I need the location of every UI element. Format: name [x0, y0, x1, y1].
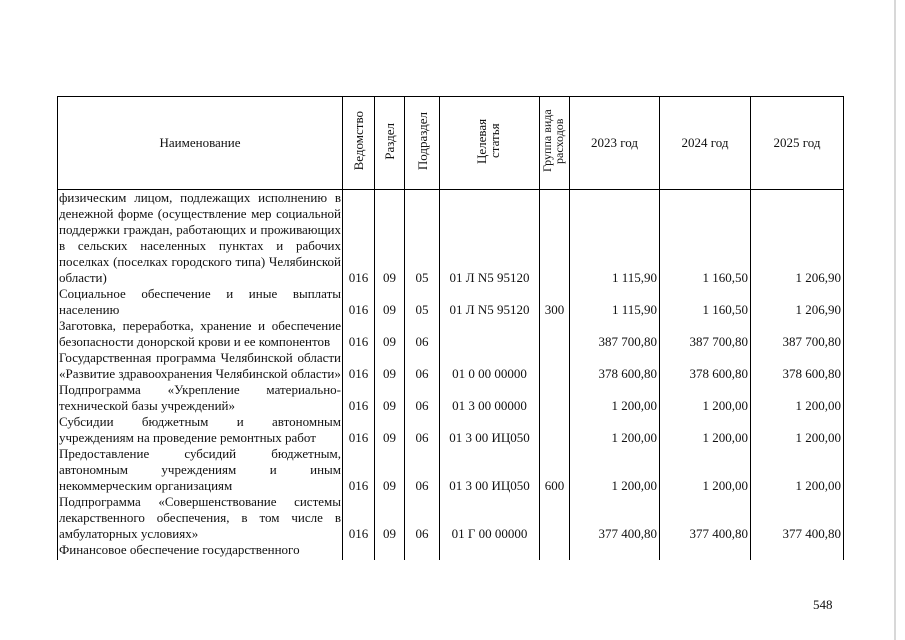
header-name: Наименование [58, 97, 343, 190]
cell-name: физическим лицом, подлежащих исполнению в денежной форме (осуществление мер социальной поддержки граждан, работающих и проживающих в сельских населенных пунктах и рабочих поселках (поселках городского типа) Челябинской области) [59, 190, 341, 285]
table-header-row [58, 97, 844, 190]
header-target-item: Целевая статья [440, 97, 540, 190]
header-section: Раздел [375, 97, 405, 190]
table-row [58, 190, 844, 287]
cell-subsection: 06 [405, 446, 440, 494]
cell-subsection: 06 [405, 494, 440, 542]
cell-section: 09 [375, 494, 405, 542]
cell-2025: 1 200,00 [751, 414, 844, 446]
cell-2023: 1 115,90 [570, 286, 660, 318]
cell-section: 09 [375, 318, 405, 350]
cell-section: 09 [375, 382, 405, 414]
cell-department: 016 [343, 350, 375, 382]
cell-department: 016 [343, 382, 375, 414]
cell-section: 09 [375, 414, 405, 446]
cell-2023: 377 400,80 [570, 494, 660, 542]
cell-2024: 1 200,00 [660, 446, 751, 494]
table-row [58, 494, 844, 542]
cell-2025: 1 206,90 [751, 190, 844, 287]
cell-2023: 1 200,00 [570, 414, 660, 446]
cell-name: Социальное обеспечение и иные выплаты населению [59, 286, 341, 317]
cell-section: 09 [375, 190, 405, 287]
cell-2024: 378 600,80 [660, 350, 751, 382]
cell-department [343, 542, 375, 560]
cell-name: Финансовое обеспечение государственного [58, 542, 343, 560]
cell-expense-group [540, 190, 570, 287]
cell-2023: 387 700,80 [570, 318, 660, 350]
cell-subsection [405, 542, 440, 560]
header-subsection: Подраздел [405, 97, 440, 190]
cell-subsection: 06 [405, 382, 440, 414]
cell-subsection: 05 [405, 286, 440, 318]
cell-expense-group: 300 [540, 286, 570, 318]
cell-expense-group [540, 318, 570, 350]
cell-subsection: 05 [405, 190, 440, 287]
table-row [58, 318, 844, 350]
cell-2024: 1 200,00 [660, 414, 751, 446]
page-number: 548 [813, 597, 833, 612]
cell-section [375, 542, 405, 560]
table-row [58, 382, 844, 414]
budget-table [57, 96, 844, 560]
cell-department: 016 [343, 286, 375, 318]
cell-2025: 1 206,90 [751, 286, 844, 318]
table-row [58, 542, 844, 560]
cell-target-item [440, 542, 540, 560]
cell-department: 016 [343, 414, 375, 446]
cell-expense-group [540, 350, 570, 382]
cell-2024: 1 160,50 [660, 190, 751, 287]
cell-2025: 387 700,80 [751, 318, 844, 350]
cell-subsection: 06 [405, 318, 440, 350]
header-2024: 2024 год [660, 97, 751, 190]
scan-page-edge [894, 0, 896, 640]
cell-section: 09 [375, 350, 405, 382]
cell-2023: 1 200,00 [570, 446, 660, 494]
cell-department: 016 [343, 446, 375, 494]
table-row [58, 350, 844, 382]
cell-2023: 378 600,80 [570, 350, 660, 382]
cell-target-item: 01 3 00 ИЦ050 [440, 414, 540, 446]
cell-2023: 1 200,00 [570, 382, 660, 414]
cell-2025: 377 400,80 [751, 494, 844, 542]
cell-target-item: 01 Л N5 95120 [440, 190, 540, 287]
cell-target-item: 01 Л N5 95120 [440, 286, 540, 318]
cell-name: Государственная программа Челябинской области «Развитие здравоохранения Челябинской области» [59, 350, 341, 381]
table-row [58, 414, 844, 446]
cell-target-item: 01 3 00 ИЦ050 [440, 446, 540, 494]
cell-2025 [751, 542, 844, 560]
header-2025: 2025 год [751, 97, 844, 190]
cell-section: 09 [375, 286, 405, 318]
table-row [58, 286, 844, 318]
cell-2023: 1 115,90 [570, 190, 660, 287]
header-expense-group: Группа вида расходов [540, 97, 570, 190]
cell-2025: 1 200,00 [751, 446, 844, 494]
cell-target-item: 01 0 00 00000 [440, 350, 540, 382]
cell-subsection: 06 [405, 350, 440, 382]
cell-expense-group [540, 494, 570, 542]
cell-expense-group [540, 382, 570, 414]
cell-name: Субсидии бюджетным и автономным учреждениям на проведение ремонтных работ [59, 414, 341, 445]
cell-section: 09 [375, 446, 405, 494]
cell-subsection: 06 [405, 414, 440, 446]
cell-expense-group [540, 542, 570, 560]
cell-name: Предоставление субсидий бюджетным, автономным учреждениям и иным некоммерческим организациям [59, 446, 341, 493]
cell-2024: 387 700,80 [660, 318, 751, 350]
cell-2024: 1 160,50 [660, 286, 751, 318]
header-department: Ведомство [343, 97, 375, 190]
cell-target-item: 01 Г 00 00000 [440, 494, 540, 542]
cell-2025: 1 200,00 [751, 382, 844, 414]
cell-target-item: 01 3 00 00000 [440, 382, 540, 414]
cell-name: Заготовка, переработка, хранение и обеспечение безопасности донорской крови и ее компонентов [59, 318, 341, 349]
cell-department: 016 [343, 190, 375, 287]
cell-2024: 377 400,80 [660, 494, 751, 542]
cell-name: Подпрограмма «Совершенствование системы лекарственного обеспечения, в том числе в амбулаторных условиях» [59, 494, 341, 541]
cell-expense-group [540, 414, 570, 446]
cell-target-item [440, 318, 540, 350]
cell-name: Подпрограмма «Укрепление материально-технической базы учреждений» [59, 382, 341, 413]
cell-2024 [660, 542, 751, 560]
cell-2023 [570, 542, 660, 560]
header-2023: 2023 год [570, 97, 660, 190]
cell-department: 016 [343, 318, 375, 350]
cell-expense-group: 600 [540, 446, 570, 494]
cell-2024: 1 200,00 [660, 382, 751, 414]
cell-department: 016 [343, 494, 375, 542]
table-row [58, 446, 844, 494]
cell-2025: 378 600,80 [751, 350, 844, 382]
